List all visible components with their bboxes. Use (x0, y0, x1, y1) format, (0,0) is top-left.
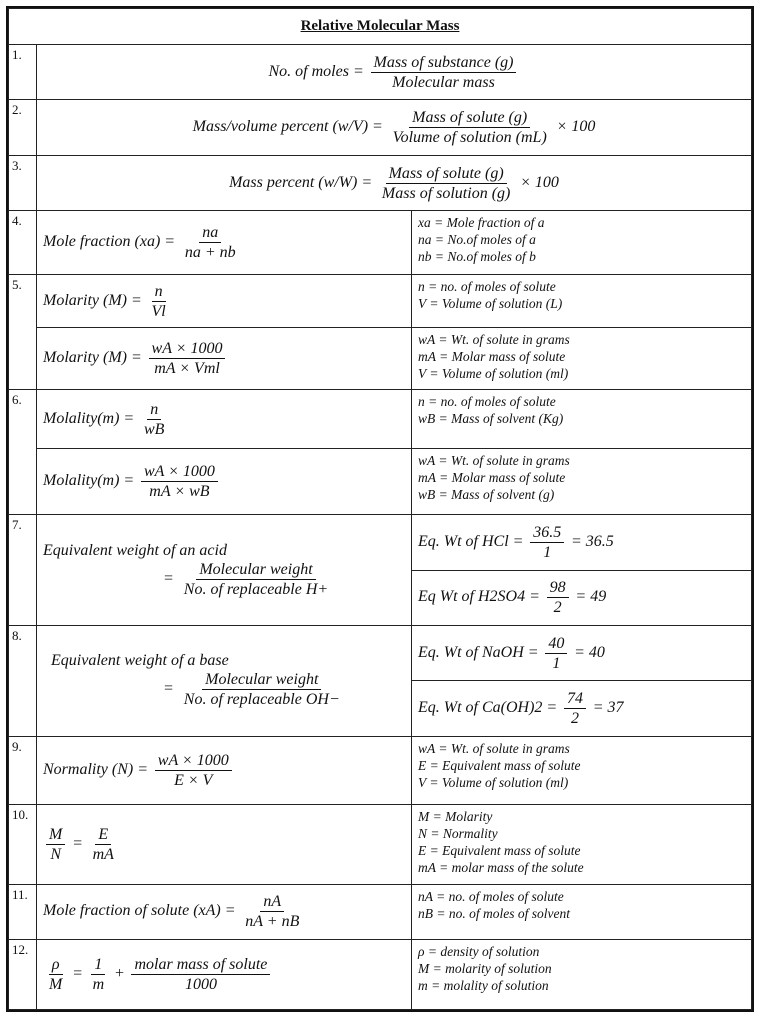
fraction (90, 825, 117, 864)
table-row (9, 625, 752, 680)
fraction (182, 223, 239, 262)
fraction (141, 400, 167, 439)
definition-line: nb = No.of moles of b (417, 249, 536, 265)
formula-cell (37, 211, 412, 275)
formula-cell (37, 736, 412, 804)
definitions-cell (411, 736, 751, 804)
fraction (149, 282, 169, 321)
denominator: 2 (553, 599, 562, 617)
table-row (9, 328, 752, 390)
equals-sign: = (163, 680, 174, 698)
formula-lhs: No. of moles = (268, 62, 364, 80)
definition-line: wB = Mass of solvent (g) (417, 487, 555, 503)
table-row (9, 44, 752, 99)
fraction (547, 578, 569, 617)
fraction (155, 751, 232, 790)
denominator: Molecular mass (392, 73, 495, 91)
numerator: E (95, 825, 111, 845)
numerator: Molecular weight (196, 560, 315, 580)
numerator: M (46, 825, 65, 845)
denominator: mA × Vml (154, 360, 220, 378)
definition-line: wA = Wt. of solute in grams (417, 332, 570, 348)
table-row (9, 449, 752, 515)
numerator: wA × 1000 (149, 339, 226, 359)
example-cell (411, 681, 751, 736)
row-number: 9. (9, 736, 37, 804)
formula-lhs: Molality(m) = (43, 472, 135, 490)
formula-lhs: Mass percent (w/W) = (229, 173, 373, 191)
fraction (181, 670, 343, 709)
fraction (545, 634, 567, 673)
table-title: Relative Molecular Mass (9, 9, 752, 45)
denominator: Vl (151, 302, 166, 320)
row-number: 4. (9, 211, 37, 275)
fraction (131, 955, 270, 994)
numerator: 36.5 (530, 523, 564, 543)
numerator: 74 (564, 689, 586, 709)
numerator: na (199, 223, 221, 243)
formula-lhs: Molarity (M) = (43, 348, 142, 366)
numerator: n (147, 400, 161, 420)
formula-table (8, 8, 752, 1010)
formula-lhs: Molarity (M) = (43, 291, 142, 309)
table-row (9, 389, 752, 449)
definition-line: ρ = density of solution (417, 944, 540, 960)
row-number: 7. (9, 515, 37, 626)
definitions-cell (411, 328, 751, 390)
denominator: wB (143, 420, 165, 438)
definition-line: E = Equivalent mass of solute (417, 842, 581, 858)
formula-tail: × 100 (556, 118, 596, 136)
denominator: mA (92, 845, 114, 863)
fraction (181, 560, 331, 599)
definition-line: wB = Mass of solvent (Kg) (417, 410, 564, 426)
denominator: 1000 (184, 976, 217, 994)
formula-cell (37, 155, 752, 210)
fraction (46, 955, 65, 994)
fraction (564, 689, 586, 728)
numerator: wA × 1000 (155, 751, 232, 771)
denominator: No. of replaceable OH− (183, 691, 340, 709)
formula-lhs: Normality (N) = (43, 760, 149, 778)
example-rhs: = 37 (592, 699, 624, 717)
example-cell (411, 570, 751, 625)
denominator: 1 (543, 543, 552, 561)
table-row (9, 884, 752, 939)
definitions-cell (411, 884, 751, 939)
equals-sign: = (72, 834, 83, 852)
formula-cell (37, 804, 412, 884)
fraction (242, 892, 302, 931)
table-row (9, 274, 752, 327)
denominator: m (92, 976, 105, 994)
formula-lhs: Equivalent weight of an acid (43, 541, 227, 559)
fraction (149, 339, 226, 378)
definitions-cell (411, 940, 751, 1010)
definition-line: mA = molar mass of the solute (417, 859, 584, 875)
definition-line: M = molarity of solution (417, 961, 552, 977)
example-rhs: = 49 (575, 588, 607, 606)
formula-cell (37, 449, 412, 515)
definitions-cell (411, 449, 751, 515)
formula-lhs: Molality(m) = (43, 409, 135, 427)
numerator: 40 (545, 634, 567, 654)
definitions-cell (411, 274, 751, 327)
formula-tail: × 100 (520, 173, 559, 191)
denominator: nA + nB (245, 913, 300, 931)
formula-cell (37, 515, 412, 626)
definition-line: V = Volume of solution (ml) (417, 774, 569, 790)
definition-line: n = no. of moles of solute (417, 278, 556, 294)
fraction (46, 825, 65, 864)
fraction (141, 462, 218, 501)
definition-line: m = molality of solution (417, 978, 549, 994)
row-number: 6. (9, 389, 37, 514)
numerator: Mass of solute (g) (409, 108, 530, 128)
denominator: N (50, 845, 61, 863)
formula-table-frame (6, 6, 754, 1012)
row-number: 1. (9, 44, 37, 99)
numerator: molar mass of solute (131, 955, 270, 975)
definition-line: nB = no. of moles of solvent (417, 905, 570, 921)
formula-lhs: Mass/volume percent (w/V) = (192, 118, 383, 136)
fraction (379, 164, 513, 203)
example-cell (411, 515, 751, 570)
denominator: E × V (174, 771, 213, 789)
example-lhs: Eq. Wt of HCl = (417, 532, 524, 550)
example-lhs: Eq. Wt of NaOH = (417, 643, 539, 661)
equals-sign: = (72, 964, 83, 982)
numerator: wA × 1000 (141, 462, 218, 482)
numerator: nA (260, 892, 284, 912)
example-rhs: = 36.5 (570, 532, 614, 550)
fraction (530, 523, 564, 562)
formula-lhs: Equivalent weight of a base (51, 652, 229, 670)
denominator: Mass of solution (g) (381, 184, 511, 202)
definition-line: n = no. of moles of solute (417, 393, 556, 409)
numerator: 1 (91, 955, 105, 975)
numerator: Mass of substance (g) (371, 53, 517, 73)
numerator: Molecular weight (202, 670, 321, 690)
definitions-cell (411, 389, 751, 449)
row-number: 3. (9, 155, 37, 210)
denominator: 2 (570, 710, 579, 728)
example-lhs: Eq. Wt of Ca(OH)2 = (417, 699, 558, 717)
plus-sign: + (113, 964, 125, 982)
example-cell (411, 625, 751, 680)
definition-line: V = Volume of solution (L) (417, 295, 563, 311)
denominator: Volume of solution (mL) (392, 129, 547, 147)
table-row (9, 736, 752, 804)
definition-line: nA = no. of moles of solute (417, 888, 564, 904)
table-row (9, 100, 752, 155)
numerator: 98 (547, 578, 569, 598)
table-row (9, 155, 752, 210)
definitions-cell (411, 211, 751, 275)
numerator: n (152, 282, 166, 302)
row-number: 12. (9, 940, 37, 1010)
denominator: mA × wB (149, 483, 210, 501)
definition-line: V = Volume of solution (ml) (417, 366, 569, 382)
fraction (371, 53, 517, 92)
definitions-cell (411, 804, 751, 884)
equals-sign: = (163, 569, 174, 587)
fraction (390, 108, 550, 147)
formula-cell (37, 44, 752, 99)
formula-cell (37, 389, 412, 449)
table-row (9, 804, 752, 884)
definition-line: xa = Mole fraction of a (417, 215, 545, 231)
formula-lhs: Mole fraction (xa) = (43, 232, 176, 250)
definition-line: mA = Molar mass of solute (417, 349, 566, 365)
numerator: Mass of solute (g) (386, 164, 507, 184)
row-number: 5. (9, 274, 37, 389)
formula-cell (37, 100, 752, 155)
row-number: 11. (9, 884, 37, 939)
definition-line: N = Normality (417, 825, 498, 841)
definition-line: wA = Wt. of solute in grams (417, 453, 570, 469)
definition-line: mA = Molar mass of solute (417, 470, 566, 486)
denominator: 1 (552, 654, 561, 672)
table-row (9, 515, 752, 570)
definition-line: na = No.of moles of a (417, 232, 536, 248)
formula-cell (37, 884, 412, 939)
definition-line: E = Equivalent mass of solute (417, 757, 581, 773)
denominator: M (49, 976, 63, 994)
denominator: No. of replaceable H+ (183, 580, 329, 598)
example-lhs: Eq Wt of H2SO4 = (417, 588, 540, 606)
formula-cell (37, 625, 412, 736)
row-number: 8. (9, 625, 37, 736)
definition-line: wA = Wt. of solute in grams (417, 740, 570, 756)
row-number: 2. (9, 100, 37, 155)
formula-lhs: Mole fraction of solute (xA) = (43, 902, 236, 920)
row-number: 10. (9, 804, 37, 884)
formula-cell (37, 274, 412, 327)
formula-cell (37, 940, 412, 1010)
denominator: na + nb (184, 244, 236, 262)
numerator: ρ (49, 955, 63, 975)
formula-cell (37, 328, 412, 390)
definition-line: M = Molarity (417, 808, 493, 824)
table-row (9, 940, 752, 1010)
example-rhs: = 40 (574, 643, 605, 661)
table-row (9, 211, 752, 275)
fraction (90, 955, 108, 994)
